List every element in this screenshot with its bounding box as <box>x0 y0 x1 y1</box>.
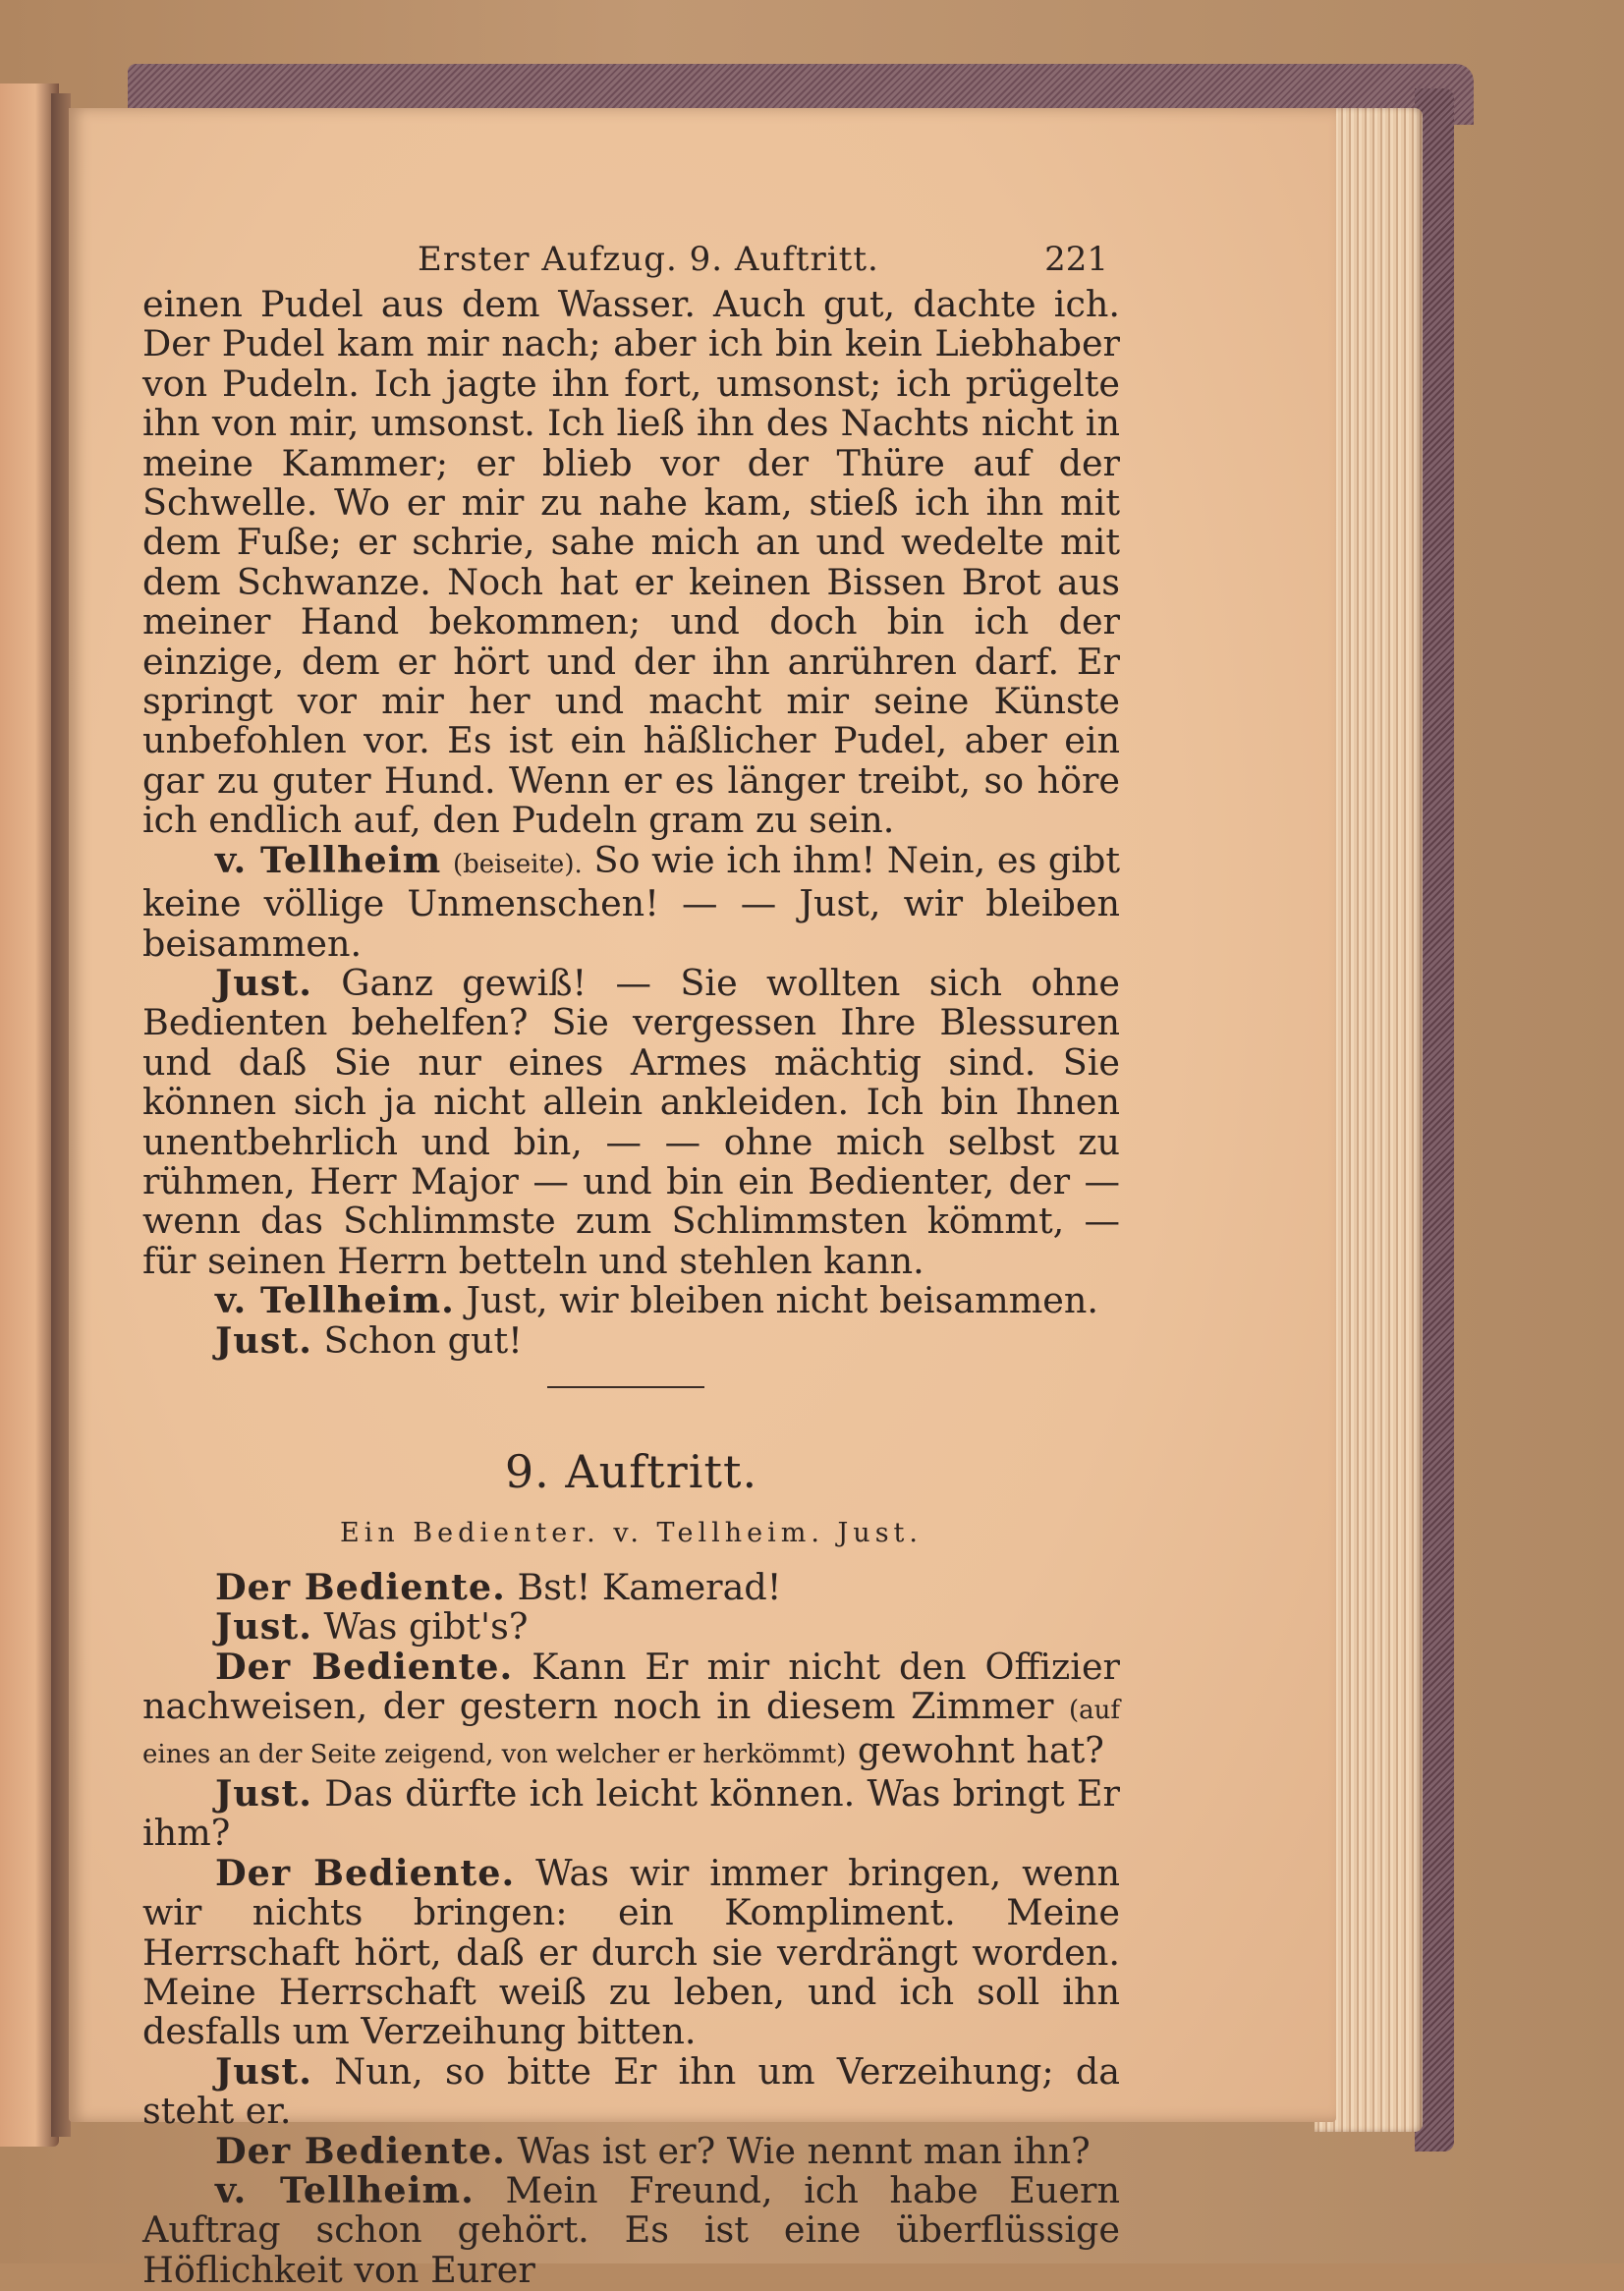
stage-direction: (auf eines an der Seite zeigend, von welcher er herkömmt) <box>142 1696 1121 1769</box>
speech-just-2 <box>142 1318 1120 1362</box>
page-number: 221 <box>1044 240 1108 279</box>
running-header <box>142 226 1120 285</box>
speech-just-5 <box>142 2049 1120 2133</box>
paragraph-poodle: einen Pudel aus dem Wasser. Auch gut, dachte ich. Der Pudel kam mir nach; aber ich bin kein Liebhaber von Pudeln. Ich jagte ihn fort, umsonst; ich prügelte ihn von mir, umsonst. Ich ließ ihn des Nachts nicht in meine Kammer; er blieb vor der Thüre auf der Schwelle. Wo er mir zu nahe kam, stieß ich ihn mit dem Fuße; er schrie, sahe mich an und wedelte mit dem Schwanze. Noch hat er keinen Bissen Brot aus meiner Hand bekommen; und doch bin ich der einzige, dem er hört und der ihn anrühren darf. Er springt vor mir her und macht mir seine Künste unbefohlen vor. Es ist ein häßlicher Pudel, aber ein gar zu guter Hund. Wenn er es länger treibt, so höre ich endlich auf, den Pudeln gram zu sein. <box>142 283 1120 842</box>
left-page-edge <box>0 84 59 2147</box>
speech-text: Das dürfte ich leicht können. Was bringt Er ihm? <box>142 1772 1120 1855</box>
speech-just-1 <box>142 961 1120 1282</box>
speaker-name: Der Bediente. <box>215 2129 506 2172</box>
speech-text: Bst! Kamerad! <box>517 1565 782 1608</box>
stage-direction: (beiseite). <box>452 849 583 879</box>
speech-text: So wie ich ihm! Nein, es gibt keine völlige Unmenschen! — — Just, wir bleiben beisammen. <box>142 838 1121 965</box>
speech-bediente-3 <box>142 1851 1120 2053</box>
section-title: 9. Auftritt. <box>504 1444 758 1498</box>
speaker-name: Just. <box>215 1772 312 1815</box>
running-title: Erster Aufzug. 9. Auftritt. <box>418 240 879 279</box>
speech-text: Kann Er mir nicht den Offizier nachweisen, der gestern noch in diesem Zimmer <box>142 1645 1121 1728</box>
speaker-name: Just. <box>215 1318 312 1362</box>
speech-text: Was gibt's? <box>323 1605 529 1648</box>
speech-bediente-4 <box>142 2129 1120 2172</box>
speaker-name: Der Bediente. <box>215 1851 516 1894</box>
character-list: Ein Bedienter. v. Tellheim. Just. <box>339 1517 923 1548</box>
speech-text: Nun, so bitte Er ihn um Verzeihung; da steht er. <box>142 2049 1120 2133</box>
speech-bediente-2 <box>142 1645 1121 1774</box>
speech-text: gewohnt hat? <box>857 1728 1104 1771</box>
page-text <box>142 226 1120 2290</box>
speech-text: Just, wir bleiben nicht beisammen. <box>466 1279 1099 1322</box>
speech-tellheim-1 <box>142 838 1121 965</box>
speaker-name: v. Tellheim. <box>215 1279 455 1322</box>
speaker-name: Der Bediente. <box>215 1645 514 1688</box>
speaker-name: v. Tellheim <box>215 838 442 881</box>
speaker-name: Just. <box>215 2049 312 2093</box>
section-divider <box>547 1386 704 1388</box>
speaker-name: Der Bediente. <box>215 1565 506 1608</box>
speech-text: Was ist er? Wie nennt man ihn? <box>517 2129 1091 2172</box>
speech-just-4 <box>142 1774 1120 1854</box>
speaker-name: v. Tellheim. <box>215 2169 475 2212</box>
speech-text: Ganz gewiß! — Sie wollten sich ohne Bedienten behelfen? Sie vergessen Ihre Blessuren und daß Sie nur eines Armes mächtig sind. Sie können sich ja nicht allein ankleiden. Ich bin Ihnen unentbehrlich und bin, — — ohne mich selbst zu rühmen, Herr Major — und bin ein Bedienter, der — wenn das Schlimmste zum Schlimmsten kömmt, — für seinen Herrn betteln und stehlen kann. <box>142 961 1120 1282</box>
speech-bediente-1 <box>142 1565 1120 1608</box>
speech-text: Was wir immer bringen, wenn wir nichts bringen: ein Kompliment. Meine Herrschaft hört, daß er durch sie verdrängt worden. Meine Herrschaft weiß zu leben, und ich soll ihn desfalls um Verzeihung bitten. <box>142 1851 1120 2053</box>
speech-tellheim-3 <box>142 2171 1120 2290</box>
speech-tellheim-2 <box>142 1281 1120 1320</box>
speech-just-3 <box>142 1607 1120 1647</box>
speaker-name: Just. <box>215 1605 312 1648</box>
speaker-name: Just. <box>215 961 312 1004</box>
speech-text: Mein Freund, ich habe Euern Auftrag schon gehört. Es ist eine überflüssige Höflichkeit von Eurer <box>142 2169 1120 2291</box>
speech-text: Schon gut! <box>323 1318 523 1362</box>
book-gutter <box>51 93 71 2137</box>
